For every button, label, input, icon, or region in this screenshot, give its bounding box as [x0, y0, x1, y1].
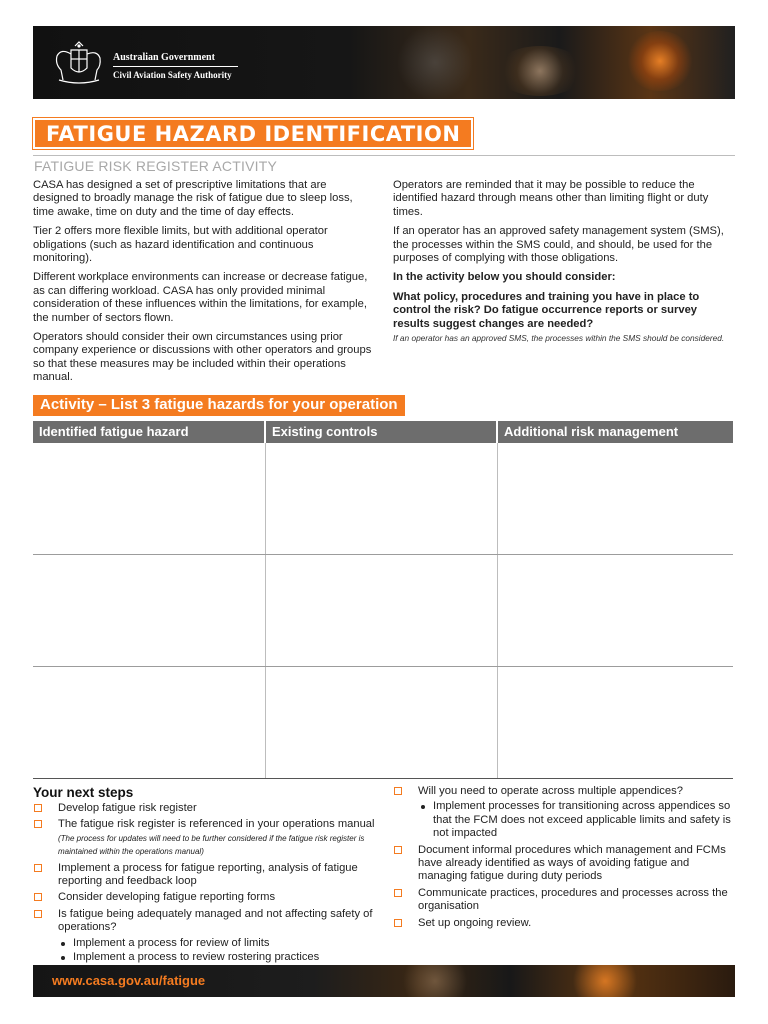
checkbox-icon[interactable]	[34, 893, 42, 901]
checklist-item	[33, 818, 378, 858]
table-header	[33, 421, 733, 443]
table-row	[33, 555, 733, 667]
risk-management-cell[interactable]	[498, 667, 733, 778]
sub-list-item-label: Implement a process to review rostering practices	[73, 951, 320, 964]
sub-list	[418, 800, 735, 840]
checklist-item-label: Implement a process for fatigue reporting, analysis of fatigue reporting and feedback loop	[58, 861, 358, 888]
sms-note: If an operator has an approved SMS, the processes within the SMS should be considered.	[393, 333, 725, 344]
checklist-item-label: Document informal procedures which management and FCMs have already identified as ways of avoiding fatigue and managing fatigue during duty periods	[418, 843, 726, 883]
checkbox-icon[interactable]	[34, 820, 42, 828]
checklist-item-note: (The process for updates will need to be further considered if the fatigue risk register is maintained within the operations manual)	[58, 833, 365, 857]
checklist-item-label: The fatigue risk register is referenced in your operations manual	[58, 818, 375, 831]
next-steps-left-list	[33, 802, 378, 967]
title-divider	[33, 155, 735, 156]
hazard-cell[interactable]	[33, 443, 266, 554]
checklist-item	[33, 862, 378, 889]
controls-cell[interactable]	[266, 443, 498, 554]
risk-management-cell[interactable]	[498, 443, 733, 554]
sub-list-item	[58, 951, 378, 964]
checkbox-icon[interactable]	[34, 804, 42, 812]
checklist-item-label: Communicate practices, procedures and processes across the organisation	[418, 886, 728, 913]
sub-list-item	[418, 800, 735, 840]
checklist-item-label: Develop fatigue risk register	[58, 802, 197, 814]
banner-decoration	[395, 26, 475, 99]
intro-paragraph: Operators are reminded that it may be possible to reduce the identified hazard through means other than limiting flight or duty times.	[393, 179, 709, 218]
intro-paragraph: Different workplace environments can increase or decrease fatigue, as can differing workload. CASA has only provided minimal consideration of these influences within the limitations, for example, the number of sectors flown.	[33, 271, 368, 324]
checklist-item	[393, 785, 735, 841]
hazard-cell[interactable]	[33, 667, 266, 778]
hazard-cell[interactable]	[33, 555, 266, 666]
checkbox-icon[interactable]	[34, 910, 42, 918]
footer-decoration	[395, 965, 475, 997]
risk-management-cell[interactable]	[498, 555, 733, 666]
consider-heading: In the activity below you should consider:	[393, 271, 616, 284]
checkbox-icon[interactable]	[394, 787, 402, 795]
activity-heading: Activity – List 3 fatigue hazards for your operation	[33, 395, 405, 416]
footer-banner	[33, 965, 735, 997]
intro-paragraph: Tier 2 offers more flexible limits, but with additional operator obligations (such as hazard identification and continuous monitoring).	[33, 225, 328, 265]
page-title: FATIGUE HAZARD IDENTIFICATION	[33, 118, 473, 149]
intro-right-column	[393, 179, 735, 349]
footer-url-link[interactable]: www.casa.gov.au/fatigue	[52, 973, 206, 988]
checklist-item	[33, 908, 378, 965]
checkbox-icon[interactable]	[394, 919, 402, 927]
column-header: Additional risk management	[498, 421, 733, 443]
consider-question: What policy, procedures and training you have in place to control the risk? Do fatigue occurrence reports or survey results suggest changes are needed?	[393, 290, 700, 330]
bullet-icon	[61, 956, 65, 960]
next-steps-right-list	[393, 785, 735, 933]
column-header: Identified fatigue hazard	[33, 421, 266, 443]
activity-table	[33, 421, 733, 779]
page-subtitle: FATIGUE RISK REGISTER ACTIVITY	[34, 158, 278, 174]
checklist-item-label: Is fatigue being adequately managed and not affecting safety of operations?	[58, 907, 373, 934]
table-row	[33, 443, 733, 555]
table-row	[33, 667, 733, 779]
sub-list-item-label: Implement processes for transitioning across appendices so that the FCM does not exceed applicable limits and safety is not impacted	[433, 800, 731, 840]
government-name: Australian Government	[113, 52, 238, 67]
coat-of-arms-icon	[51, 40, 107, 86]
footer-decoration	[565, 965, 645, 997]
column-header: Existing controls	[266, 421, 498, 443]
intro-paragraph: If an operator has an approved safety management system (SMS), the processes within the SMS could, and should, be used for the purposes of complying with those obligations.	[393, 225, 724, 265]
checklist-item	[393, 917, 735, 930]
controls-cell[interactable]	[266, 667, 498, 778]
banner-decoration	[625, 31, 695, 91]
controls-cell[interactable]	[266, 555, 498, 666]
banner-decoration	[495, 46, 585, 96]
checklist-item-label: Consider developing fatigue reporting forms	[58, 891, 276, 904]
checkbox-icon[interactable]	[394, 846, 402, 854]
checkbox-icon[interactable]	[34, 864, 42, 872]
checkbox-icon[interactable]	[394, 889, 402, 897]
bullet-icon	[421, 805, 425, 809]
agency-name: Civil Aviation Safety Authority	[113, 70, 232, 80]
checklist-item	[33, 891, 378, 904]
bullet-icon	[61, 942, 65, 946]
checklist-item-label: Set up ongoing review.	[418, 916, 532, 929]
checklist-item	[393, 887, 735, 914]
header-banner	[33, 26, 735, 99]
sub-list-item	[58, 937, 378, 950]
checklist-item-label: Will you need to operate across multiple appendices?	[418, 785, 683, 797]
sub-list-item-label: Implement a process for review of limits	[73, 936, 270, 949]
sub-list	[58, 937, 378, 965]
intro-paragraph: CASA has designed a set of prescriptive limitations that are designed to broadly manage the risk of fatigue due to sleep loss, time awake, time on duty and the time of day effects.	[33, 179, 353, 218]
checklist-item	[33, 802, 378, 815]
next-steps-heading: Your next steps	[33, 785, 134, 800]
intro-paragraph: Operators should consider their own circumstances using prior company experience or discussions with other operators and groups so that these measures may be included within their operations manual.	[33, 331, 372, 384]
intro-left-column	[33, 179, 373, 391]
agency-wordmark	[113, 52, 238, 80]
checklist-item	[393, 844, 735, 884]
